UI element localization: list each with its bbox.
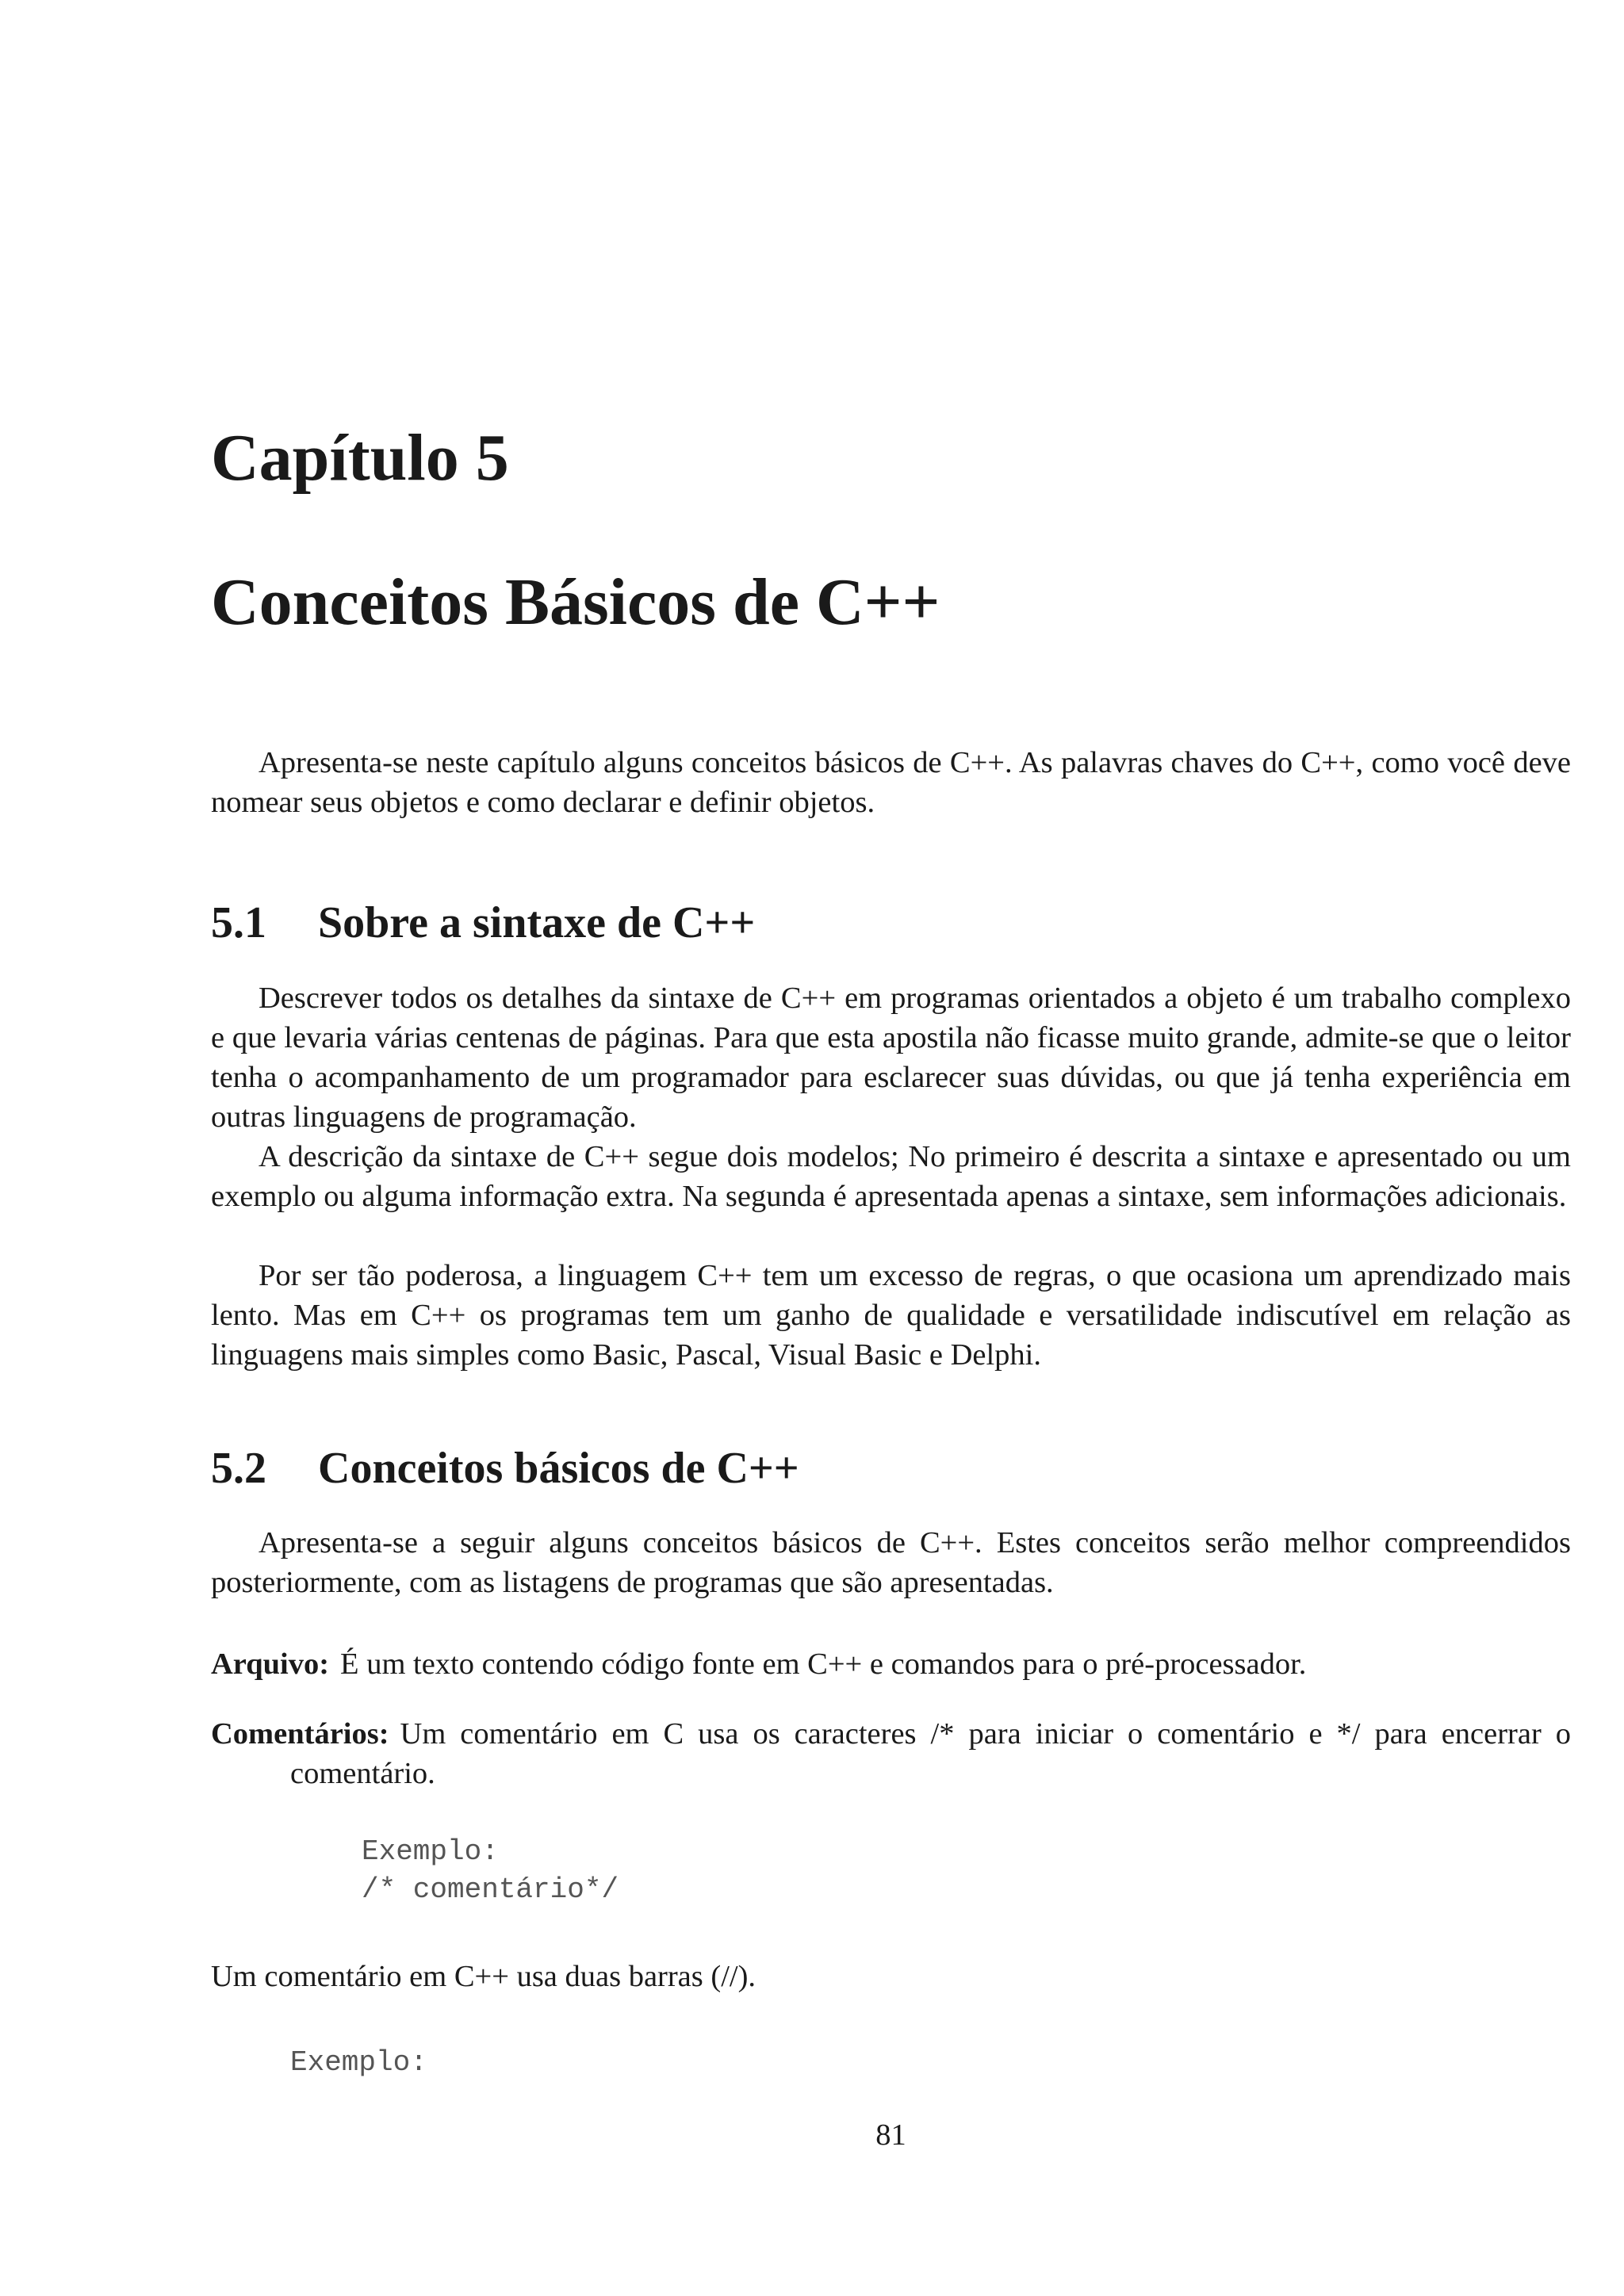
definition-text: Um comentário em C usa os caracteres /* para iniciar o comentário e */ para encerrar o comentário.: [290, 1717, 1571, 1790]
code-line: /* comentário*/: [362, 1873, 619, 1906]
code-line: Exemplo:: [362, 1835, 499, 1868]
section-heading-5-1: [211, 898, 756, 947]
chapter-label: Capítulo 5: [211, 421, 509, 495]
page-number: 81: [875, 2118, 906, 2152]
section-title: Sobre a sintaxe de C++: [318, 898, 756, 947]
section2-paragraph: Apresenta-se a seguir alguns conceitos básicos de C++. Estes conceitos serão melhor compreendidos posteriormente, com as listagens de programas que são apresentadas.: [211, 1526, 1571, 1599]
cpp-comment-line: Um comentário em C++ usa duas barras (//).: [211, 1960, 756, 1993]
section-heading-5-2: [211, 1444, 799, 1493]
section1-paragraph: Descrever todos os detalhes da sintaxe de C++ em programas orientados a objeto é um trabalho complexo e que levaria várias centenas de páginas. Para que esta apostila não ficasse muito grande, admite-se que o leitor tenha o acompanhamento de um programador para esclarecer suas dúvidas, ou que já tenha experiência em outras linguagens de programação.: [211, 982, 1571, 1134]
definition-term: Comentários:: [211, 1717, 389, 1751]
section1-paragraph: A descrição da sintaxe de C++ segue dois modelos; No primeiro é descrita a sintaxe e apresentado ou um exemplo ou alguma informação extra. Na segunda é apresentada apenas a sintaxe, sem informações adicionais.: [211, 1140, 1571, 1213]
section-title: Conceitos básicos de C++: [318, 1444, 799, 1493]
section-number: 5.1: [211, 898, 266, 947]
chapter-title: Conceitos Básicos de C++: [211, 565, 940, 639]
document-page: [211, 0, 1571, 2296]
section-number: 5.2: [211, 1444, 266, 1493]
definition-text: É um texto contendo código fonte em C++ e comandos para o pré-processador.: [340, 1647, 1307, 1681]
code-line: Exemplo:: [290, 2046, 427, 2079]
section1-paragraph: Por ser tão poderosa, a linguagem C++ tem um excesso de regras, o que ocasiona um aprendizado mais lento. Mas em C++ os programas tem um ganho de qualidade e versatilidade indiscutível em relação as linguagens mais simples como Basic, Pascal, Visual Basic e Delphi.: [211, 1259, 1571, 1372]
code-example: [362, 1833, 619, 1909]
definition-arquivo: [211, 1644, 1571, 1684]
definition-comentarios: [211, 1714, 1571, 1793]
chapter-intro: Apresenta-se neste capítulo alguns conceitos básicos de C++. As palavras chaves do C++, como você deve nomear seus objetos e como declarar e definir objetos.: [211, 746, 1571, 819]
definition-term: Arquivo:: [211, 1647, 330, 1681]
code-example: [290, 2044, 427, 2082]
